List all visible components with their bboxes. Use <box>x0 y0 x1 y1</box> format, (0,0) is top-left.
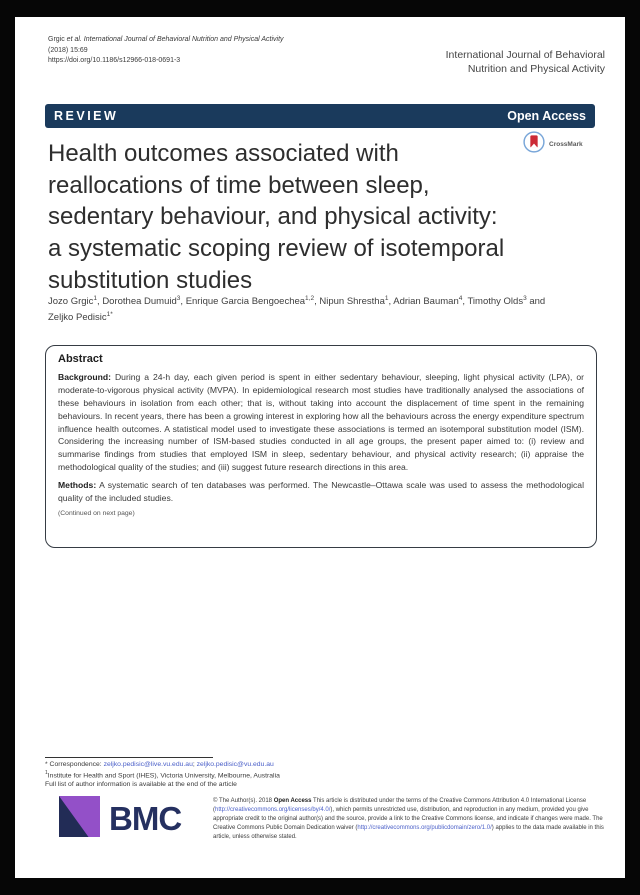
abstract-background-text: During a 24-h day, each given period is spent in either sedentary behaviour, sleeping, light physical activity (LPA), or moderate-to-vigorous physical activity (MVPA). In epidemiological research most studies have traditionally analysed the associations of these behaviours in isolation from each other; that is, without taking into account the displacement of time spent in the remaining behaviours. In recent years, there has been a growing interest in exploring how all the behaviours across the energy expenditure spectrum influence health outcomes. A statistical model used to investigate these associations is termed an isotemporal substitution model (ISM). Considering the increasing number of ISM-based studies conducted in all age groups, the present paper aimed to: (i) review and summarise findings from studies that employed ISM in sleep, sedentary behaviour, and physical activity research; (ii) appraise the methodological quality of the studies; and (iii) suggest future research directions in this area. <box>58 372 584 473</box>
author-info-note: Full list of author information is available at the end of the article <box>45 781 237 789</box>
citation-authors: Grgic <box>48 36 67 43</box>
author-affiliation-marker: 4 <box>458 295 463 302</box>
correspondence-label: * Correspondence: <box>45 761 104 768</box>
bmc-logo-icon <box>59 796 100 842</box>
bmc-logo-text: BMC <box>109 800 182 837</box>
abstract-methods-text: A systematic search of ten databases was performed. The Newcastle–Ottawa scale was used to assess the methodological quality of the included studies. <box>58 480 584 504</box>
author-affiliation-marker: 3 <box>523 295 527 302</box>
author: and Zeljko Pedisic$^{1*}$ <box>48 296 546 324</box>
author: , Enrique Garcia Bengoechea$^{1,2}$ <box>180 295 315 308</box>
abstract-methods-label: Methods: <box>58 480 97 491</box>
correspondence-line: * Correspondence: zeljko.pedisic@live.vu.edu.au; zeljko.pedisic@vu.edu.au <box>45 761 274 768</box>
author-affiliation-marker: 1* <box>106 310 113 318</box>
affiliation-text: Institute for Health and Sport (IHES), Victoria University, Melbourne, Australia <box>47 771 280 779</box>
continued-note: (Continued on next page) <box>58 509 135 517</box>
running-head-citation <box>48 35 378 67</box>
crossmark-label: CrossMark <box>549 141 583 148</box>
open-access-label: Open Access <box>507 109 586 123</box>
affiliation-marker: 1 <box>45 769 48 776</box>
author-list <box>48 294 568 326</box>
abstract-methods <box>58 479 584 505</box>
waiver-url-link[interactable]: http://creativecommons.org/publicdomain/zero/1.0/ <box>357 825 492 831</box>
journal-name-line2: Nutrition and Physical Activity <box>467 62 605 75</box>
license-url-link[interactable]: http://creativecommons.org/licenses/by/4.0/ <box>215 807 331 813</box>
bmc-logo <box>59 796 181 842</box>
citation-doi: https://doi.org/10.1186/s12966-018-0691-3 <box>48 57 181 64</box>
journal-name <box>375 49 605 76</box>
affiliation-line <box>45 770 345 781</box>
abstract-section <box>45 345 597 548</box>
article-title: Health outcomes associated with reallocations of time between sleep, sedentary behaviour, and physical activity: a systematic scoping review of isotemporal substitution studies <box>48 140 505 294</box>
author: , Nipun Shrestha$^1$ <box>314 295 389 308</box>
author-affiliation-marker: 1 <box>93 295 98 302</box>
article-type-banner <box>45 104 595 128</box>
license-statement: © The Author(s). 2018 Open Access This article is distributed under the terms of the Creative Commons Attribution 4.0 International License (http://creativecommons.org/licenses/by/4.0/), which permits unrestricted use, distribution, and reproduction in any medium, provided you give appropriate credit to the original author(s) and the source, provide a link to the Creative Commons license, and indicate if changes were made. The Creative Commons Public Domain Dedication waiver (http://creativecommons.org/publicdomain/zero/1.0/) applies to the data made available in this article, unless otherwise stated. <box>213 798 604 840</box>
correspondence-email-secondary[interactable]: zeljko.pedisic@vu.edu.au <box>196 761 274 768</box>
citation-line <box>48 35 378 46</box>
author: , Dorothea Dumuid$^3$ <box>97 295 181 308</box>
article-type-label: REVIEW <box>54 109 119 123</box>
author-affiliation-marker: 1,2 <box>305 295 315 302</box>
footnotes <box>45 760 345 790</box>
abstract-background <box>58 371 584 474</box>
citation-volume: (2018) 15:69 <box>48 46 88 54</box>
author-affiliation-marker: 3 <box>176 295 181 302</box>
author: Jozo Grgic$^1$ <box>48 295 98 308</box>
open-access-bold: Open Access <box>273 798 312 804</box>
abstract-heading: Abstract <box>58 353 103 365</box>
author: , Timothy Olds$^3$ <box>462 295 527 308</box>
abstract-background-label: Background: <box>58 372 111 382</box>
correspondence-email-primary[interactable]: zeljko.pedisic@live.vu.edu.au <box>103 761 193 768</box>
crossmark-icon <box>523 131 545 158</box>
footnote-separator <box>45 757 213 758</box>
article-first-page <box>15 17 625 878</box>
author: , Adrian Bauman$^4$ <box>388 295 463 308</box>
citation-journal: et al. International Journal of Behavioral Nutrition and Physical Activity <box>66 36 284 43</box>
author-affiliation-marker: 1 <box>384 295 389 302</box>
crossmark-badge[interactable] <box>523 131 583 158</box>
journal-name-line1: International Journal of Behavioral <box>445 49 605 61</box>
